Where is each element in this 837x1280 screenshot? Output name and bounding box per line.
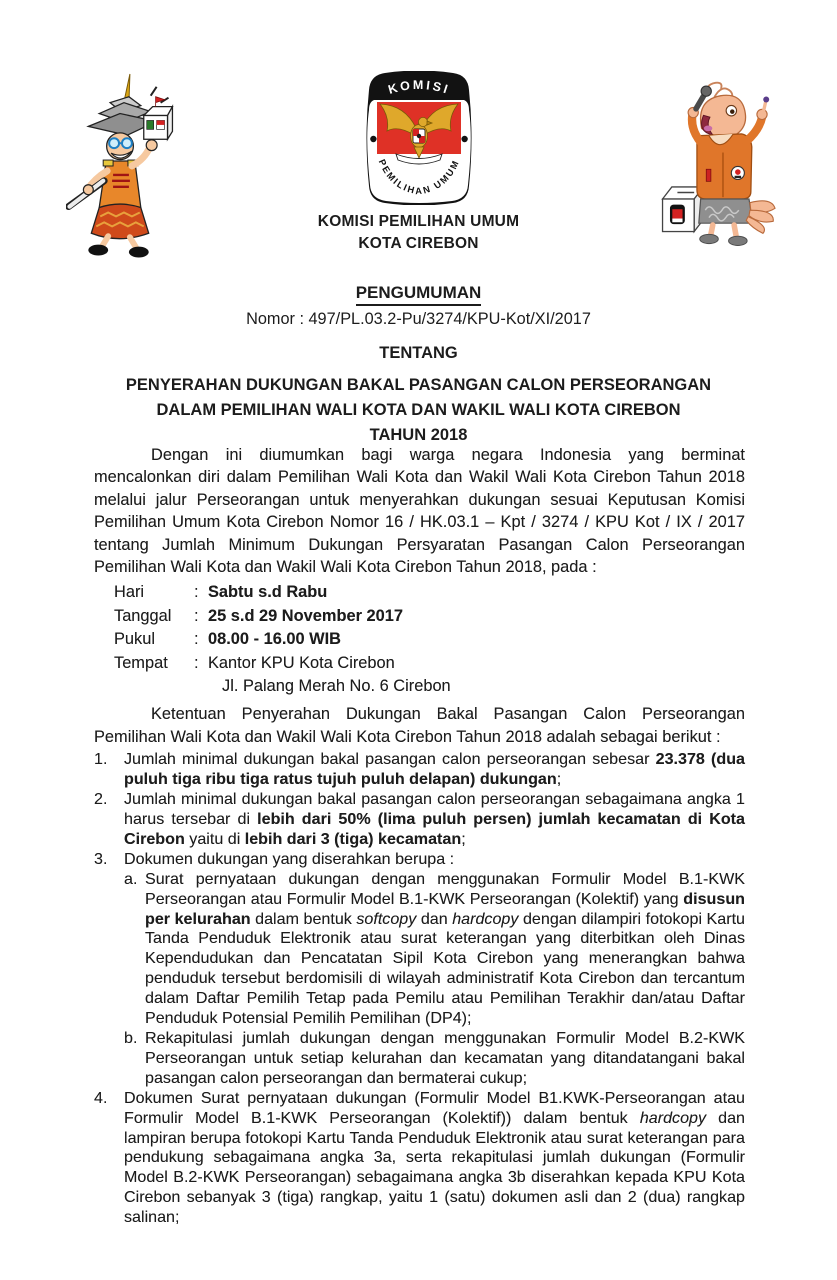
org-name-line2: KOTA CIREBON [358, 235, 479, 252]
document-heading: PENGUMUMAN [356, 283, 482, 306]
org-name [0, 211, 837, 255]
pancasila-shield-icon [413, 129, 425, 143]
org-name-line1: KOMISI PEMILIHAN UMUM [317, 213, 520, 230]
schedule-value-address: Jl. Palang Merah No. 6 Cirebon [222, 677, 451, 696]
list-item-text: Dokumen dukungan yang diserahkan berupa : [124, 849, 455, 868]
schedule-label: Tanggal [114, 606, 172, 625]
subject-line: DALAM PEMILIHAN WALI KOTA DAN WAKIL WALI KOTA CIREBON [156, 401, 681, 419]
schedule-row-tempat-line2 [114, 675, 745, 698]
schedule-value: Kantor KPU Kota Cirebon [208, 653, 395, 672]
sub-item-text: Surat pernyataan dukungan dengan menggunakan Formulir Model B.1-KWK Perseorangan atau Formulir Model B.1-KWK Perseorangan (Kolektif) yang disusun per kelurahan dalam bentuk softcopy dan hardcopy dengan dilampiri fotokopi Kartu Tanda Penduduk Elektronik atau surat keterangan yang diterbitkan oleh Dinas Kependudukan dan Pencatatan Sipil Kota Cirebon yang menerangkan bahwa penduduk tersebut berdomisili di wilayah administratif Kota Cirebon dan tercantum dalam Daftar Pemilih Tetap pada Pemilu atau Pemilihan Terakhir dan/atau Daftar Penduduk Potensial Pemilih Pemilihan (DP4); [145, 869, 746, 1028]
sub-item-a [124, 870, 745, 1029]
list-item-text: Jumlah minimal dukungan bakal pasangan calon perseorangan sebesar 23.378 (dua puluh tiga ribu tiga ratus tujuh puluh delapan) dukungan; [124, 750, 745, 789]
sub-item-letter: b. [124, 1028, 138, 1047]
list-item-4 [94, 1089, 745, 1228]
schedule-label: Tempat [114, 653, 168, 672]
sub-item-text: Rekapitulasi jumlah dukungan dengan menggunakan Formulir Model B.2-KWK Perseorangan untuk setiap kelurahan dan kecamatan yang ditandatangani bakal pasangan calon perseorangan dan bermaterai cukup; [145, 1028, 745, 1087]
sub-item-b [124, 1029, 745, 1089]
list-item-number: 4. [94, 1088, 108, 1107]
document-number: Nomor : 497/PL.03.2-Pu/3274/KPU-Kot/XI/2017 [246, 310, 591, 328]
schedule-row-pukul: Pukul : 08.00 - 16.00 WIB [114, 628, 745, 651]
list-item-number: 2. [94, 790, 108, 809]
subject-line: TAHUN 2018 [369, 426, 468, 444]
list-item-text: Jumlah minimal dukungan bakal pasangan calon perseorangan sebagaimana angka 1 harus tersebar di lebih dari 50% (lima puluh persen) jumlah kecamatan di Kota Cirebon yaitu di lebih dari 3 (tiga) kecamatan; [124, 790, 745, 848]
document-body [94, 444, 745, 1228]
terms-list [94, 750, 745, 1228]
intro-paragraph: Dengan ini diumumkan bagi warga negara Indonesia yang berminat mencalonkan diri dalam Pemilihan Wali Kota dan Wakil Wali Kota Cirebon Tahun 2018 melalui jalur Perseorangan untuk menyerahkan dukungan sesuai Keputusan Komisi Pemilihan Umum Kota Cirebon Nomor 16 / HK.03.1 – Kpt / 3274 / KPU Kot / IX / 2017 tentang Jumlah Minimum Dukungan Persyaratan Pasangan Calon Perseorangan Pemilihan Wali Kota dan Wakil Wali Kota Cirebon Tahun 2018, pada : [94, 446, 745, 577]
subject-line: PENYERAHAN DUKUNGAN BAKAL PASANGAN CALON PERSEORANGAN [125, 376, 712, 394]
schedule-value: 08.00 - 16.00 WIB [208, 630, 342, 649]
list-item-3 [94, 850, 745, 1089]
schedule-value: 25 s.d 29 November 2017 [208, 606, 403, 625]
schedule-row-hari: Hari : Sabtu s.d Rabu [114, 581, 745, 604]
list-item-1 [94, 750, 745, 790]
sub-item-letter: a. [124, 869, 138, 888]
list-item-text: Dokumen Surat pernyataan dukungan (Formulir Model B1.KWK-Perseorangan atau Formulir Model B.1-KWK Perseorangan (Kolektif)) dalam bentuk hardcopy dan lampiran berupa fotokopi Kartu Tanda Penduduk Elektronik atau surat keterangan para pendukung sebagaimana angka 3a, serta rekapitulasi jumlah dukungan (Formulir Model B.2-KWK Perseorangan) sebagaimana angka 3b diserahkan kepada KPU Kota Cirebon sebanyak 3 (tiga) rangkap, yaitu 1 (satu) dokumen asli dan 2 (dua) rangkap salinan; [124, 1088, 745, 1227]
ballot-box-icon [144, 97, 173, 151]
schedule-row-tanggal: Tanggal : 25 s.d 29 November 2017 [114, 605, 745, 628]
list-item-number: 3. [94, 849, 108, 868]
schedule-value: Sabtu s.d Rabu [208, 583, 328, 602]
logo-top-text: KOMISI [386, 77, 452, 98]
list-item-2 [94, 790, 745, 850]
kpu-logo-icon [365, 71, 473, 205]
logo-bottom-text: PEMILIHAN UMUM [376, 157, 461, 197]
document-subject [0, 373, 837, 448]
schedule-label: Hari [114, 583, 145, 602]
schedule-block [114, 581, 745, 698]
schedule-label: Pukul [114, 630, 156, 649]
document-about: TENTANG [379, 344, 458, 362]
mascot-face [107, 133, 134, 160]
list-item-number: 1. [94, 750, 108, 769]
inked-finger-icon [763, 97, 769, 103]
terms-intro-paragraph: Ketentuan Penyerahan Dukungan Bakal Pasangan Calon Perseorangan Pemilihan Wali Kota dan Wakil Wali Kota Cirebon Tahun 2018 adalah sebagai berikut : [94, 705, 745, 746]
schedule-row-tempat: Tempat : Kantor KPU Kota Cirebon [114, 652, 745, 675]
title-block [0, 283, 837, 448]
